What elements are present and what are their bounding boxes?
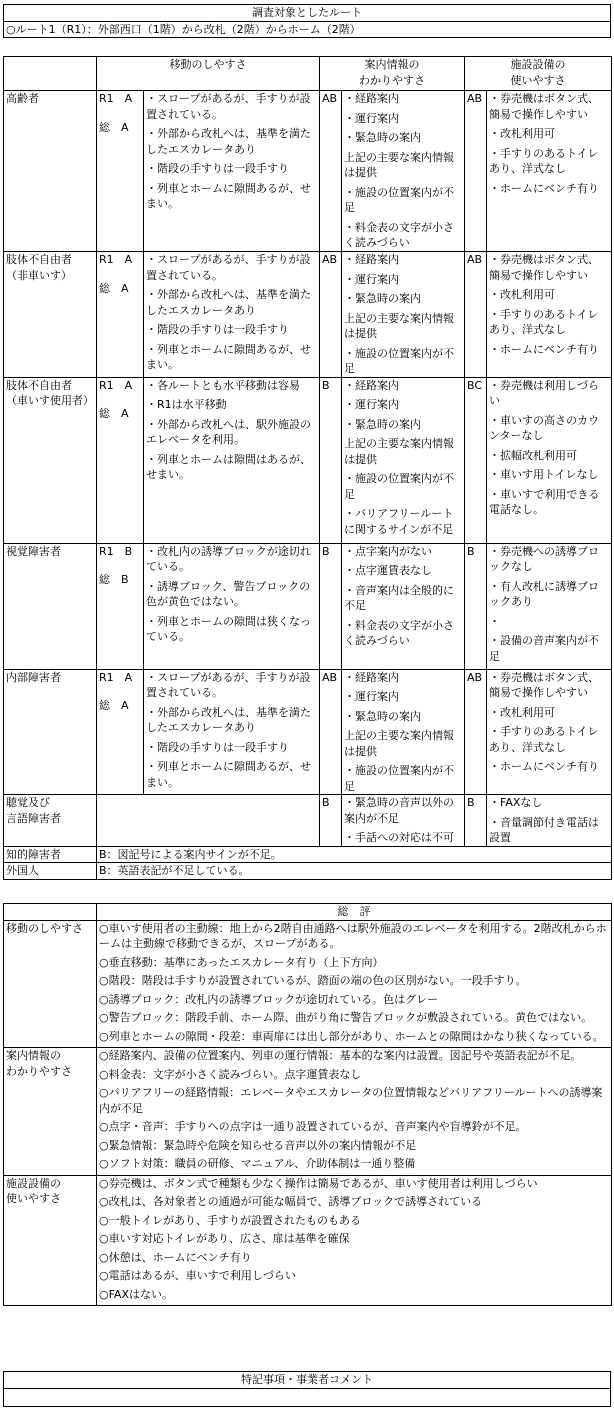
header-facility: 施設設備の 使いやすさ [465,57,612,91]
review-item: ○車いす対応トイレがあり、広さ、扉は基準を確保 [99,1232,350,1245]
foreigner-row [4,863,612,880]
review-item: ○緊急情報：緊急時や危険を知らせる音声以外の案内情報が不足 [99,1138,417,1152]
header-info: 案内情報の わかりやすさ [320,57,465,91]
mobility-item: ・階段の手すりは一段手すり [146,162,289,175]
facility-item: ・改札利用可 [489,288,555,301]
group-label: 内部障害者 [4,669,97,795]
review-item: ○一般トイレがあり、手すりが設置されたものもある [99,1213,362,1227]
info-item: ・点字案内がない [344,544,432,558]
info-grade: B [320,543,342,669]
route-description: ○ルート1（R1）：外部西口（1階）から改札（2階）からホーム（2階） [4,21,611,38]
info-items [342,543,465,669]
header-empty [4,57,97,91]
mobility-item: ・R1は水平移動 [146,398,227,411]
info-item: ・料金表の文字が小さく読みづらい [344,618,454,647]
mobility-grade-r1: R1 A [99,253,133,266]
info-item: ・施設の位置案内が不足 [344,185,454,214]
mobility-item: ・スロープがあるが、手すりが設置されている。 [146,670,311,699]
facility-item: ・拡幅改札利用可 [489,448,577,462]
info-item: ・施設の位置案内が不足 [344,472,454,501]
facility-item: ・券売機はボタン式、簡易で操作しやすい [489,670,599,699]
info-grade: B [320,795,342,847]
review-section-items [97,1048,612,1176]
review-item: ○列車とホームの隙間・段差：車両扉には出し部分があり、ホームとの隙間はかなり狭くなっている。 [99,1029,604,1043]
review-item: ○バリアフリーの経路情報：エレベータやエスカレータの位置情報などバリアフリールートへの誘導案内が不足 [99,1086,603,1115]
info-item: 上記の主要な案内情報は提供 [344,729,454,758]
info-items [342,252,465,378]
mobility-item: ・列車とホームは隙間はあるが、せまい。 [146,452,311,481]
info-item: 上記の主要な案内情報は提供 [344,311,454,340]
info-items: ・緊急時の音声以外の案内が不足 ・手話への対応は不可 [342,795,465,847]
review-section-label: 案内情報の わかりやすさ [4,1048,97,1176]
facility-item: ・ホームにベンチ有り [489,181,599,195]
info-item: ・料金表の文字が小さく読みづらい [344,220,454,249]
review-section [4,1175,612,1306]
facility-items [487,252,612,378]
mobility-item: ・列車とホームの隙間は狭くなっている。 [146,614,311,643]
mobility-grade [97,252,144,378]
info-item: ・経路案内 [344,253,399,266]
facility-item: ・改札利用可 [489,705,555,719]
review-section-items [97,1175,612,1306]
review-item: ○垂直移動：基準にあったエスカレータ有り（上下方向） [99,955,384,969]
facility-item: ・ホームにベンチ有り [489,760,599,773]
route-table-title: 調査対象としたルート [4,5,611,22]
facility-items [487,543,612,669]
info-item: ・運行案内 [344,111,399,125]
mobility-item: ・列車とホームに隙間あるが、せまい。 [146,181,311,210]
group-label: 肢体不自由者 （車いす使用者） [4,377,97,543]
facility-item: ・有人改札に誘導ブロックあり [489,579,599,608]
info-grade: AB [320,252,342,378]
info-item: ・施設の位置案内が不足 [344,346,454,375]
facility-item: ・手すりのあるトイレあり、洋式なし [489,725,599,754]
mobility-grade [97,91,144,252]
review-section-label: 移動のしやすさ [4,920,97,1048]
facility-item: ・車いすで利用できる電話なし。 [489,487,600,516]
review-item: ○ソフト対策：職員の研修、マニュアル、介助体制は一通り整備 [99,1157,416,1170]
facility-items [487,669,612,795]
mobility-items [144,91,320,252]
group-label: 高齢者 [4,91,97,252]
facility-grade: B [465,795,487,847]
facility-item: ・券売機は利用しづらい [489,378,599,407]
mobility-grade-total: 総 A [99,281,129,295]
mobility-grade-total: 総 A [99,120,129,134]
review-item: ○FAXはない。 [99,1287,173,1301]
facility-item: ・券売機への誘導ブロックなし [489,544,599,573]
review-header-empty [4,904,97,921]
facility-item: ・ [489,614,500,628]
review-item: ○警告ブロック：階段手前、ホーム際、曲がり角に警告ブロックが敷設されている。黄色ではない。 [99,1011,593,1024]
hearing-row [4,795,612,847]
mobility-item: ・各ルートとも水平移動は容易 [146,378,300,392]
info-grade: AB [320,669,342,795]
review-item: ○誘導ブロック：改札内の誘導ブロックが途切れている。色はグレー [99,992,439,1006]
facility-item: ・券売機はボタン式、簡易で操作しやすい [489,253,599,282]
facility-items [487,91,612,252]
mobility-grade-r1: R1 A [99,670,133,684]
review-section [4,920,612,1048]
mobility-item: ・外部から改札へは、基準を満たしたエスカレータあり [146,127,311,156]
info-item: ・緊急時の案内 [344,709,421,723]
mobility-grade-r1: R1 B [99,544,133,558]
mobility-items [144,377,320,543]
intellectual-text: B：図記号による案内サインが不足。 [97,846,612,863]
mobility-item: ・外部から改札へは、基準を満たしたエスカレータあり [146,705,311,734]
group-label: 視覚障害者 [4,543,97,669]
group-label: 肢体不自由者 （非車いす） [4,252,97,378]
info-item: ・運行案内 [344,398,399,411]
review-item: ○料金表：文字が小さく読みづらい。点字運賃表なし [99,1067,362,1081]
intellectual-row [4,846,612,863]
mobility-grade-total: 総 A [99,407,129,420]
review-item: ○改札は、各対象者との通過が可能な幅員で、誘導ブロックで誘導されている [99,1195,483,1208]
mobility-item: ・階段の手すりは一段手すり [146,740,289,754]
facility-grade: AB [465,252,487,378]
group-row [4,669,612,795]
header-mobility: 移動のしやすさ [97,57,320,91]
facility-item: ・設備の音声案内が不足 [489,634,599,663]
info-item: ・緊急時の案内 [344,131,421,144]
mobility-item: ・階段の手すりは一段手すり [146,323,289,336]
facility-item: ・車いすの高さのカウンターなし [489,413,599,442]
notes-title: 特記事項・事業者コメント [4,1372,611,1389]
mobility-items [144,669,320,795]
info-item: ・点字運賃表なし [344,564,432,577]
mobility-grade [97,377,144,543]
foreigner-text: B：英語表記が不足している。 [97,863,612,880]
info-item: ・経路案内 [344,670,399,684]
review-section-label: 施設設備の 使いやすさ [4,1175,97,1306]
review-item: ○休憩は、ホームにベンチ有り [99,1250,252,1264]
mobility-item: ・誘導ブロック、警告ブロックの色が黄色ではない。 [146,579,311,608]
mobility-item: ・列車とホームに隙間あるが、せまい。 [146,760,311,789]
facility-items: ・FAXなし ・音量調節付き電話は設置 [487,795,612,847]
mobility-item: ・外部から改札へは、基準を満たしたエスカレータあり [146,288,311,317]
review-item: ○階段：階段は手すりが設置されているが、踏面の端の色の区別がない。一段手すり。 [99,974,527,987]
mobility-grade [97,543,144,669]
group-row [4,377,612,543]
info-item: ・バリアフリールートに関するサインが不足 [344,507,454,536]
mobility-item: ・外部から改札へは、駅外施設のエレベータを利用。 [146,417,311,446]
info-item: ・緊急時の案内 [344,417,421,431]
review-item: ○電話はあるが、車いすで利用しづらい [99,1269,296,1282]
facility-grade: B [465,543,487,669]
review-section-items [97,920,612,1048]
review-title: 総 評 [97,904,612,921]
group-label: 知的障害者 [4,846,97,863]
info-grade: B [320,377,342,543]
review-section [4,1048,612,1176]
group-row [4,543,612,669]
info-item: 上記の主要な案内情報は提供 [344,437,454,466]
notes-table [3,1371,611,1407]
group-label: 聴覚及び 言語障害者 [4,795,97,847]
info-item: ・経路案内 [344,92,399,105]
info-items [342,91,465,252]
info-items [342,377,465,543]
info-item: ・施設の位置案内が不足 [344,764,454,793]
mobility-grade-total: 総 A [99,699,129,712]
info-item: ・運行案内 [344,272,399,286]
group-row [4,91,612,252]
review-table [3,903,612,1306]
mobility-grade [97,669,144,795]
facility-items [487,377,612,543]
info-item: ・音声案内は全般的に不足 [344,583,454,612]
mobility-item: ・改札内の誘導ブロックが途切れている。 [146,544,311,573]
review-item: ○経路案内、設備の位置案内、列車の運行情報：基本的な案内は設置。図記号や英語表記が不足。 [99,1049,582,1062]
facility-item: ・手すりのあるトイレあり、洋式なし [489,307,599,336]
group-label: 外国人 [4,863,97,880]
info-items [342,669,465,795]
group-row [4,252,612,378]
info-grade: AB [320,91,342,252]
mobility-grade-total: 総 B [99,573,129,586]
info-item: ・運行案内 [344,690,399,703]
facility-grade: BC [465,377,487,543]
facility-grade: AB [465,669,487,795]
route-table [3,4,611,38]
info-item: ・緊急時の案内 [344,292,421,305]
review-item: ○券売機は、ボタン式で種類も少なく操作は簡易であるが、車いす使用者は利用しづらい [99,1176,538,1190]
mobility-grade-r1: R1 A [99,92,133,105]
evaluation-table [3,56,612,880]
info-item: 上記の主要な案内情報は提供 [344,150,454,179]
info-item: ・経路案内 [344,378,399,392]
mobility-grade-r1: R1 A [99,378,133,392]
facility-item: ・車いす用トイレなし [489,468,599,481]
review-item: ○車いす使用者の主動線：地上から2階自由通路へは駅外施設のエレベータを利用する。2階改札からホームは主動線で移動できるが、スロープがある。 [99,921,607,950]
facility-item: ・ホームにベンチ有り [489,342,599,356]
mobility-items [144,252,320,378]
mobility-empty [97,795,320,847]
facility-item: ・改札利用可 [489,127,555,140]
mobility-item: ・スロープがあるが、手すりが設置されている。 [146,92,311,121]
facility-item: ・券売機はボタン式、簡易で操作しやすい [489,92,599,121]
mobility-item: ・列車とホームに隙間あるが、せまい。 [146,342,311,371]
mobility-item: ・スロープがあるが、手すりが設置されている。 [146,253,311,282]
facility-item: ・手すりのあるトイレあり、洋式なし [489,146,599,175]
mobility-items [144,543,320,669]
notes-body [4,1388,611,1406]
facility-grade: AB [465,91,487,252]
review-item: ○点字・音声：手すりへの点字は一通り設置されているが、音声案内や盲導鈴が不足。 [99,1120,527,1133]
